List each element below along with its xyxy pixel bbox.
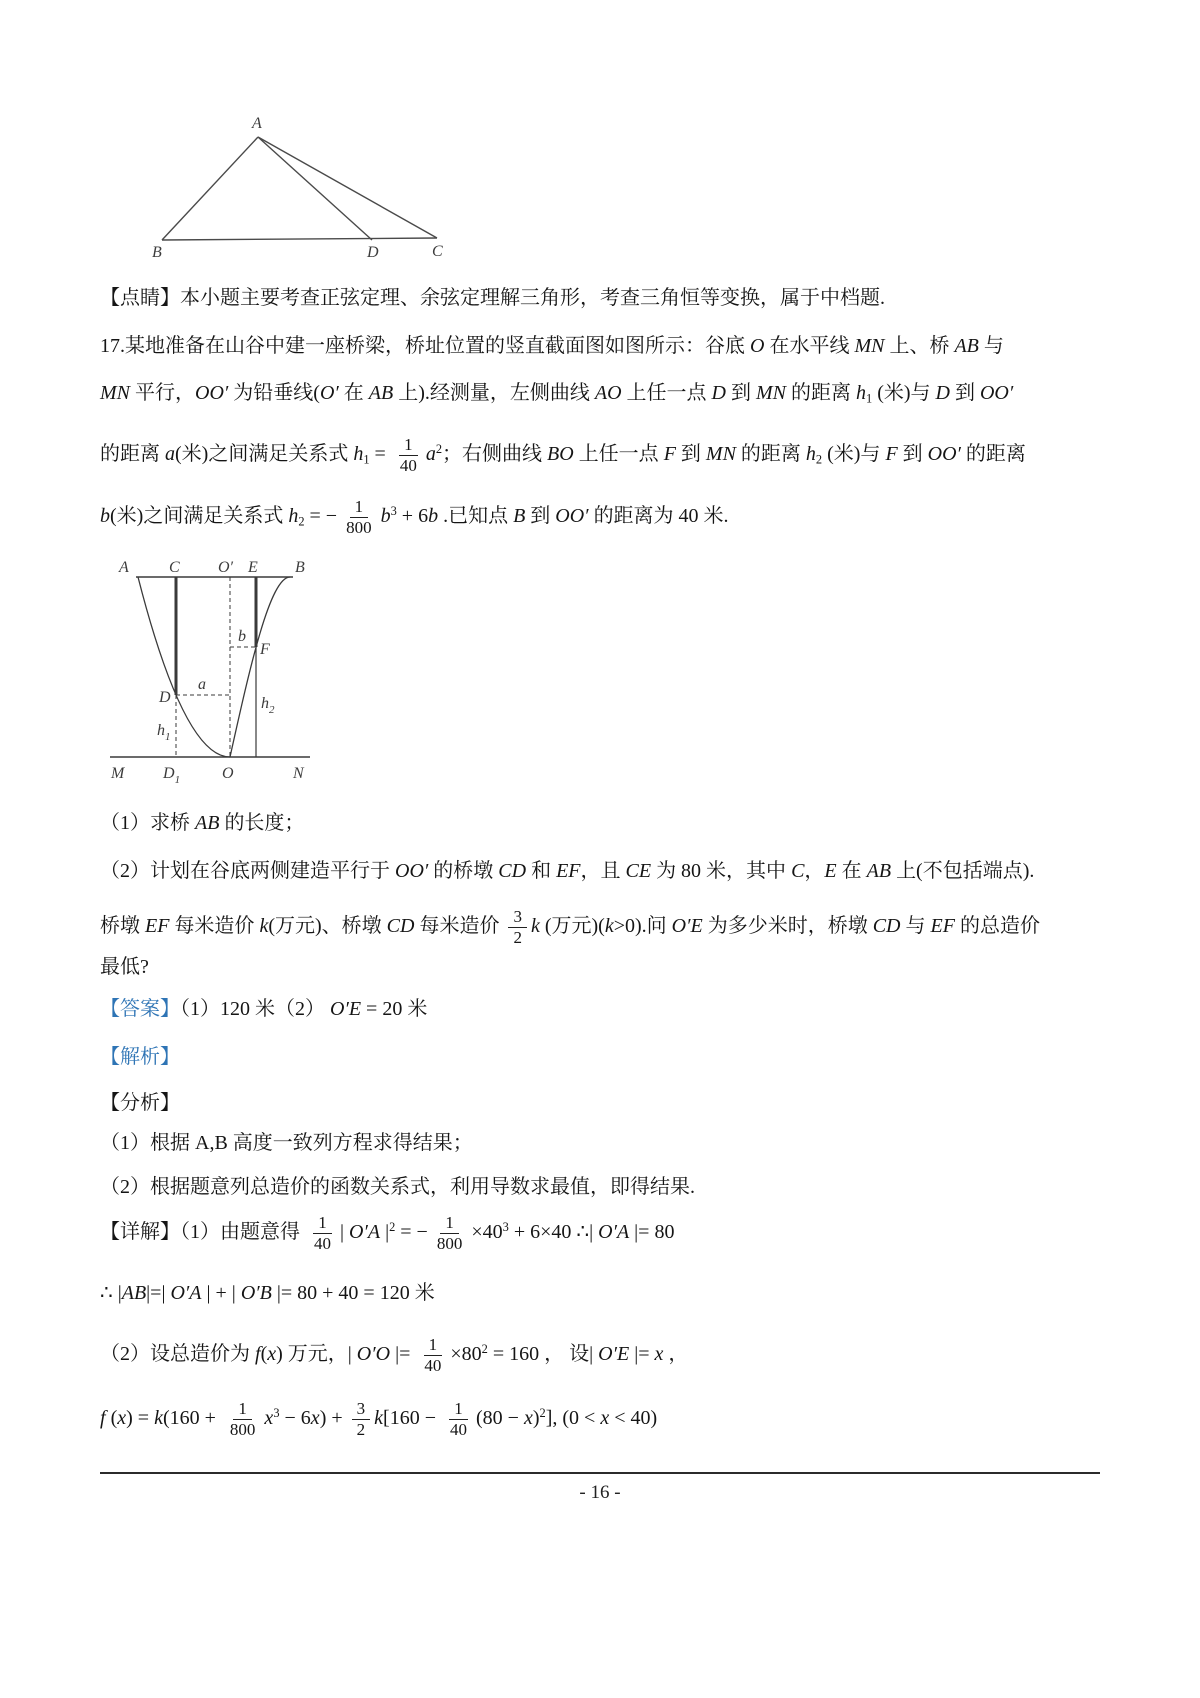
paragraph-fenxi <box>100 1088 1110 1118</box>
text-run: k <box>374 1407 384 1429</box>
text-run: 为 80 米，其中 <box>651 860 792 882</box>
paragraph-q17-line2 <box>100 378 1110 408</box>
text-run: （1）120 米（2） <box>180 998 330 1020</box>
triangle-side-ac <box>258 137 437 238</box>
text-run: AB <box>368 382 394 404</box>
text-run: h <box>353 443 364 465</box>
text-run: (米)与 <box>822 443 886 465</box>
text-run: 和 <box>526 860 557 882</box>
label-d1-point <box>162 765 180 786</box>
text-run: ( <box>105 1407 118 1429</box>
text-run: CD <box>498 860 527 882</box>
text-run: x <box>654 1343 664 1365</box>
text-run: + 6×40 ∴| <box>508 1221 599 1243</box>
text-run: |= 80 + 40 = 120 米 <box>271 1282 435 1304</box>
text-run: ， <box>663 1343 689 1365</box>
label-m-point: M <box>111 765 125 782</box>
text-run: OO′ <box>927 443 961 465</box>
text-run: 平行， <box>130 382 195 404</box>
fraction-numerator: 1 <box>424 1335 443 1356</box>
paragraph-answer <box>100 994 1110 1024</box>
label-h1-base: h <box>157 722 165 739</box>
fraction-numerator: 1 <box>350 497 369 518</box>
fraction <box>419 1335 446 1375</box>
text-run: (160 + <box>162 1407 221 1429</box>
text-run: 2 <box>539 1406 546 1421</box>
text-run: ×80 <box>450 1343 482 1365</box>
fraction-numerator: 1 <box>313 1213 332 1234</box>
text-run: 3 <box>273 1406 280 1421</box>
fraction-denominator: 800 <box>346 517 372 537</box>
fraction <box>432 1213 468 1253</box>
fraction <box>445 1399 472 1439</box>
paragraph-jiexi <box>100 1042 1110 1072</box>
paragraph-detail-2 <box>100 1278 1110 1308</box>
fraction-denominator: 40 <box>424 1355 442 1375</box>
fraction-numerator: 1 <box>440 1213 459 1234</box>
text-run: BO <box>547 443 574 465</box>
text-run: h <box>805 443 816 465</box>
paragraph-q17-line4 <box>100 488 1110 544</box>
text-run: k <box>154 1407 163 1429</box>
text-run: O′A <box>349 1221 381 1243</box>
answer-body <box>180 998 427 1020</box>
fraction-numerator: 1 <box>449 1399 468 1420</box>
text-run: 到 <box>525 505 556 527</box>
text-run: b <box>428 505 439 527</box>
text-run: = − <box>395 1221 428 1243</box>
text-run: 在 <box>836 860 867 882</box>
label-o-point: O <box>222 765 234 782</box>
text-run: EF <box>930 915 955 937</box>
text-run: O <box>750 335 765 357</box>
text-run: ×40 <box>471 1221 503 1243</box>
text-run: （2）根据题意列总造价的函数关系式，利用导数求最值，即得结果. <box>100 1176 695 1198</box>
text-run: 在水平线 <box>764 335 855 357</box>
text-run: a <box>425 443 436 465</box>
text-run: AB <box>121 1282 147 1304</box>
text-run: b <box>380 505 391 527</box>
text-run: 到 <box>726 382 756 404</box>
text-run: (80 − <box>475 1407 524 1429</box>
text-run: 在 <box>338 382 369 404</box>
fenxi-tag: 【分析】 <box>100 1092 180 1114</box>
text-run: 到 <box>949 382 980 404</box>
fraction <box>352 1399 371 1439</box>
paragraph-question-part2-line2 <box>100 898 1110 954</box>
text-run: k <box>530 915 540 937</box>
text-run: MN <box>100 382 130 404</box>
text-run: h <box>856 382 866 404</box>
triangle-side-ab <box>162 137 258 240</box>
fraction-numerator: 1 <box>399 435 418 456</box>
text-run: ， <box>804 860 825 882</box>
text-run: 上).经测量，左侧曲线 <box>393 382 595 404</box>
paragraph-analysis-2 <box>100 1172 1110 1202</box>
text-run: D <box>935 382 950 404</box>
text-run: 与 <box>900 915 931 937</box>
text-run: 1 <box>866 391 873 406</box>
text-run: h <box>288 505 299 527</box>
text-run: 1 <box>363 452 370 467</box>
text-run: O′E <box>598 1343 630 1365</box>
label-h2-subscript: 2 <box>269 704 275 716</box>
fraction <box>341 497 377 537</box>
text-run: 上、桥 <box>884 335 955 357</box>
label-d1-subscript: 1 <box>174 774 181 786</box>
text-run: CD <box>386 915 415 937</box>
footer-divider <box>100 1472 1100 1474</box>
text-run: EF <box>145 915 170 937</box>
paragraph-detail-3 <box>100 1326 1110 1382</box>
paragraph-detail-1 <box>100 1204 1110 1260</box>
label-distance-b: b <box>238 628 246 645</box>
text-run: 2 <box>815 452 823 467</box>
text-run: 2 <box>481 1342 488 1357</box>
fraction-numerator: 1 <box>233 1399 252 1420</box>
text-run: OO′ <box>979 382 1014 404</box>
text-run: AO <box>594 382 622 404</box>
text-run: （2）计划在谷底两侧建造平行于 <box>100 860 395 882</box>
text-run: = − <box>304 505 338 527</box>
text-run: ) = <box>126 1407 155 1429</box>
text-run: + 6 <box>396 505 429 527</box>
text-run: ∴ | <box>100 1282 122 1304</box>
text-run: k <box>259 915 269 937</box>
text-run: CE <box>625 860 652 882</box>
text-run: 到 <box>897 443 928 465</box>
text-run: O′A <box>598 1221 630 1243</box>
fraction-numerator: 3 <box>352 1399 371 1420</box>
text-run: 桥墩 <box>100 915 145 937</box>
text-run: |= <box>629 1343 655 1365</box>
text-run: ) 万元，| <box>276 1343 357 1365</box>
text-run: x <box>117 1407 127 1429</box>
text-run: = 20 米 <box>361 998 428 1020</box>
text-run: = <box>369 443 391 465</box>
triangle-cevian-ad <box>258 137 372 240</box>
text-run: | <box>380 1221 390 1243</box>
label-d-point: D <box>159 689 171 706</box>
text-run: 上任一点 <box>621 382 712 404</box>
paragraph-analysis-1 <box>100 1128 1110 1158</box>
text-run: ], (0 < <box>545 1407 601 1429</box>
fraction-denominator: 40 <box>399 455 417 475</box>
label-height-h2 <box>261 695 275 716</box>
text-run: (万元)、桥墩 <box>268 915 387 937</box>
text-run: O′B <box>240 1282 272 1304</box>
text-run: >0).问 <box>613 915 672 937</box>
text-run: | + | <box>201 1282 241 1304</box>
bridge-figure <box>103 552 318 792</box>
paragraph-q17-line1 <box>100 331 1110 361</box>
text-run: OO′ <box>395 860 429 882</box>
text-run: 到 <box>675 443 706 465</box>
text-run: ；右侧曲线 <box>442 443 548 465</box>
vertex-label-c: C <box>432 243 443 260</box>
text-run: F <box>663 443 676 465</box>
text-run: 为多少米时，桥墩 <box>702 915 873 937</box>
text-run: （1）根据 A,B 高度一致列方程求得结果； <box>100 1132 473 1154</box>
text-run: MN <box>854 335 885 357</box>
text-run: O′E <box>330 998 362 1020</box>
fraction-denominator: 2 <box>513 927 522 947</box>
text-run: x <box>264 1407 274 1429</box>
text-run: EF <box>556 860 581 882</box>
text-run: 的长度； <box>219 812 305 834</box>
text-run: < 40) <box>609 1407 658 1429</box>
triangle-side-bc <box>162 238 437 240</box>
fraction-denominator: 800 <box>436 1233 463 1253</box>
text-run: ) + <box>319 1407 348 1429</box>
text-run: 3 <box>502 1220 509 1235</box>
text-run: |=| <box>146 1282 171 1304</box>
fraction <box>309 1213 336 1253</box>
text-run: b <box>100 505 110 527</box>
label-c-point: C <box>169 559 180 576</box>
label-h2-base: h <box>261 695 269 712</box>
label-e-point: E <box>248 559 258 576</box>
text-run: (万元)( <box>539 915 605 937</box>
fraction-denominator: 2 <box>356 1419 366 1439</box>
answer-tag: 【答案】 <box>100 998 180 1020</box>
text-run: |= <box>390 1343 416 1365</box>
text-run: O′O <box>356 1343 391 1365</box>
label-h1-subscript: 1 <box>165 731 171 743</box>
text-run: OO′ <box>555 505 589 527</box>
text-run: B <box>513 505 526 527</box>
paragraph-detail-4 <box>100 1390 1110 1446</box>
text-run: 的桥墩 <box>428 860 499 882</box>
text-run: ( <box>260 1343 268 1365</box>
text-run: AB <box>195 812 220 834</box>
text-run: (米)之间满足关系式 <box>175 443 354 465</box>
text-run: 与 <box>978 335 1004 357</box>
text-run: F <box>885 443 898 465</box>
label-n-point: N <box>293 765 304 782</box>
text-run: = 160 ， 设| <box>487 1343 599 1365</box>
label-d1-base: D <box>163 765 175 782</box>
text-run: .已知点 <box>438 505 514 527</box>
right-valley-curve <box>230 577 290 757</box>
text-run: 最低? <box>100 956 149 978</box>
text-run: 2 <box>435 442 443 457</box>
text-run: x <box>267 1343 277 1365</box>
text-run: 上任一点 <box>573 443 664 465</box>
text-run: D <box>711 382 726 404</box>
fraction <box>508 907 527 947</box>
text-run: 每米造价 <box>169 915 260 937</box>
label-distance-a: a <box>198 676 206 693</box>
fraction <box>395 435 422 475</box>
text-run: 的总造价 <box>954 915 1040 937</box>
text-run: 【详解】（1）由题意得 <box>100 1221 305 1243</box>
paragraph-question-part1 <box>100 808 1110 838</box>
text-run: AB <box>866 860 892 882</box>
text-run: ，且 <box>580 860 626 882</box>
text-run: x <box>310 1407 320 1429</box>
text-run: O′ <box>319 382 339 404</box>
text-run: 的距离 <box>786 382 856 404</box>
text-run: | <box>340 1221 350 1243</box>
text-run: E <box>824 860 837 882</box>
fraction-denominator: 40 <box>449 1419 467 1439</box>
text-run: k <box>604 915 614 937</box>
text-run: （1）求桥 <box>100 812 195 834</box>
text-run: 3 <box>390 504 397 519</box>
label-a-point: A <box>119 559 129 576</box>
text-run: （2）设总造价为 <box>100 1343 255 1365</box>
label-f-point: F <box>260 641 270 658</box>
text-run: MN <box>705 443 736 465</box>
label-o-prime-point: O′ <box>218 559 234 576</box>
text-run: f <box>255 1343 261 1365</box>
text-run: OO′ <box>195 382 229 404</box>
text-run: 的距离 <box>960 443 1026 465</box>
text-run: 的距离 <box>735 443 806 465</box>
text-run: 2 <box>298 514 305 529</box>
text-run: − 6 <box>279 1407 311 1429</box>
triangle-figure <box>140 112 460 260</box>
text-run: 上(不包括端点). <box>891 860 1035 882</box>
text-run: CD <box>872 915 901 937</box>
text-run: 17.某地准备在山谷中建一座桥梁，桥址位置的竖直截面图如图所示：谷底 <box>100 335 750 357</box>
text-run: [160 − <box>383 1407 441 1429</box>
paragraph-dianjing <box>100 283 1110 313</box>
text-run: |= 80 <box>629 1221 675 1243</box>
left-valley-curve <box>138 577 230 757</box>
paragraph-question-part2-line3 <box>100 952 1110 982</box>
vertex-label-b: B <box>152 244 162 260</box>
text-run: 为铅垂线( <box>228 382 320 404</box>
text-run: MN <box>756 382 786 404</box>
fraction <box>225 1399 261 1439</box>
text-run: f <box>100 1407 106 1429</box>
text-run: (米)与 <box>872 382 936 404</box>
text-run: 【点睛】本小题主要考查正弦定理、余弦定理解三角形，考查三角恒等变换，属于中档题. <box>100 287 885 309</box>
text-run: a <box>165 443 175 465</box>
text-run: 2 <box>389 1220 396 1235</box>
text-run: 的距离为 40 米. <box>588 505 729 527</box>
text-run: x <box>600 1407 610 1429</box>
label-height-h1 <box>157 722 171 743</box>
vertex-label-d: D <box>367 244 379 260</box>
text-run: ) <box>532 1407 540 1429</box>
fraction-numerator: 3 <box>508 907 527 928</box>
jiexi-tag: 【解析】 <box>100 1046 180 1068</box>
vertex-label-a: A <box>252 115 262 132</box>
text-run: 每米造价 <box>414 915 505 937</box>
text-run: (米)之间满足关系式 <box>110 505 289 527</box>
fraction-denominator: 800 <box>229 1419 256 1439</box>
page-number: - 16 - <box>579 1482 621 1503</box>
text-run: AB <box>954 335 979 357</box>
text-run: O′A <box>170 1282 202 1304</box>
label-b-point: B <box>295 559 305 576</box>
text-run: x <box>523 1407 533 1429</box>
text-run: 的距离 <box>100 443 165 465</box>
paragraph-q17-line3 <box>100 426 1110 482</box>
paragraph-question-part2-line1 <box>100 856 1110 886</box>
text-run: O′E <box>671 915 703 937</box>
fraction-denominator: 40 <box>314 1233 331 1253</box>
text-run: C <box>791 860 805 882</box>
